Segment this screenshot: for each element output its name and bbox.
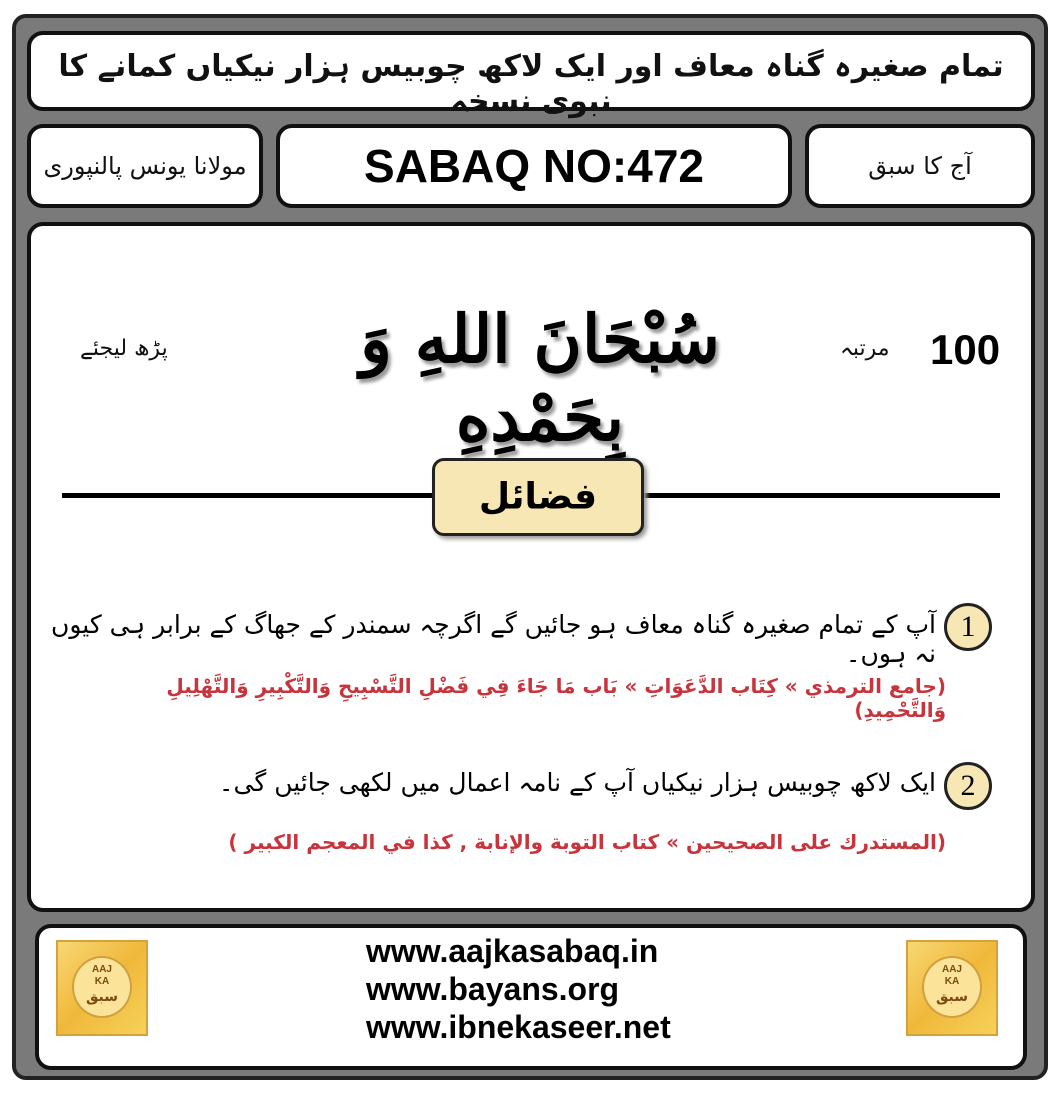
logo-right bbox=[906, 940, 998, 1036]
point-text-1: آپ کے تمام صغیرہ گناہ معاف ہو جائیں گے اگرچہ سمندر کے جھاگ کے برابر ہی کیوں نہ ہوں۔ bbox=[51, 610, 936, 668]
link-aajkasabaq[interactable]: www.aajkasabaq.in bbox=[366, 933, 659, 969]
link-bayans[interactable]: www.bayans.org bbox=[366, 971, 620, 1007]
logo-emblem bbox=[922, 956, 982, 1018]
page-title: تمام صغیرہ گناہ معاف اور ایک لاکھ چوبیس ہزار نیکیاں کمانے کا نبوی نسخہ bbox=[58, 49, 1004, 119]
point-reference-2: (المستدرك على الصحيحين » كتاب التوبة والإنابة , كذا في المعجم الكبير ) bbox=[228, 830, 946, 854]
today-label-box bbox=[805, 124, 1035, 208]
sabaq-number: SABAQ NO:472 bbox=[364, 140, 704, 192]
logo-left bbox=[56, 940, 148, 1036]
section-heading: فضائل bbox=[478, 476, 598, 518]
author-name: مولانا یونس پالنپوری bbox=[43, 152, 247, 180]
dhikr-text: سُبْحَانَ اللهِ وَ بِحَمْدِهِ bbox=[360, 300, 720, 456]
footer-links bbox=[366, 932, 786, 1046]
point-reference-1: (جامع الترمذي » كِتَاب الدَّعَوَاتِ » بَاب مَا جَاءَ فِي فَضْلِ التَّسْبِيحِ وَالتَّكْبِيرِ وَالتَّهْلِيلِ وَالتَّحْمِيدِ) bbox=[166, 674, 946, 722]
dhikr-count-word: مرتبہ bbox=[840, 336, 890, 361]
section-heading-badge bbox=[432, 458, 644, 536]
point-number-1: 1 bbox=[944, 603, 992, 651]
logo-text-aaj: AAJ bbox=[941, 964, 962, 975]
point-number-2: 2 bbox=[944, 762, 992, 810]
link-ibnekaseer[interactable]: www.ibnekaseer.net bbox=[366, 1009, 671, 1045]
sabaq-number-box bbox=[276, 124, 792, 208]
logo-text-sabaq: سبق bbox=[935, 989, 969, 1005]
title-banner bbox=[27, 31, 1035, 119]
author-box bbox=[27, 124, 263, 208]
dhikr-instruction: پڑھ لیجئے bbox=[80, 336, 168, 361]
logo-text-aaj: AAJ bbox=[91, 964, 112, 975]
logo-text-sabaq: سبق bbox=[85, 989, 119, 1005]
dhikr-count: 100 bbox=[930, 326, 1001, 373]
today-label: آج کا سبق bbox=[868, 152, 972, 180]
logo-text-ka: KA bbox=[944, 976, 960, 987]
divider-right bbox=[642, 493, 1000, 498]
logo-text-ka: KA bbox=[94, 976, 110, 987]
point-text-2: ایک لاکھ چوبیس ہزار نیکیاں آپ کے نامہ اعمال میں لکھی جائیں گی۔ bbox=[218, 768, 936, 797]
divider-left bbox=[62, 493, 434, 498]
logo-emblem bbox=[72, 956, 132, 1018]
